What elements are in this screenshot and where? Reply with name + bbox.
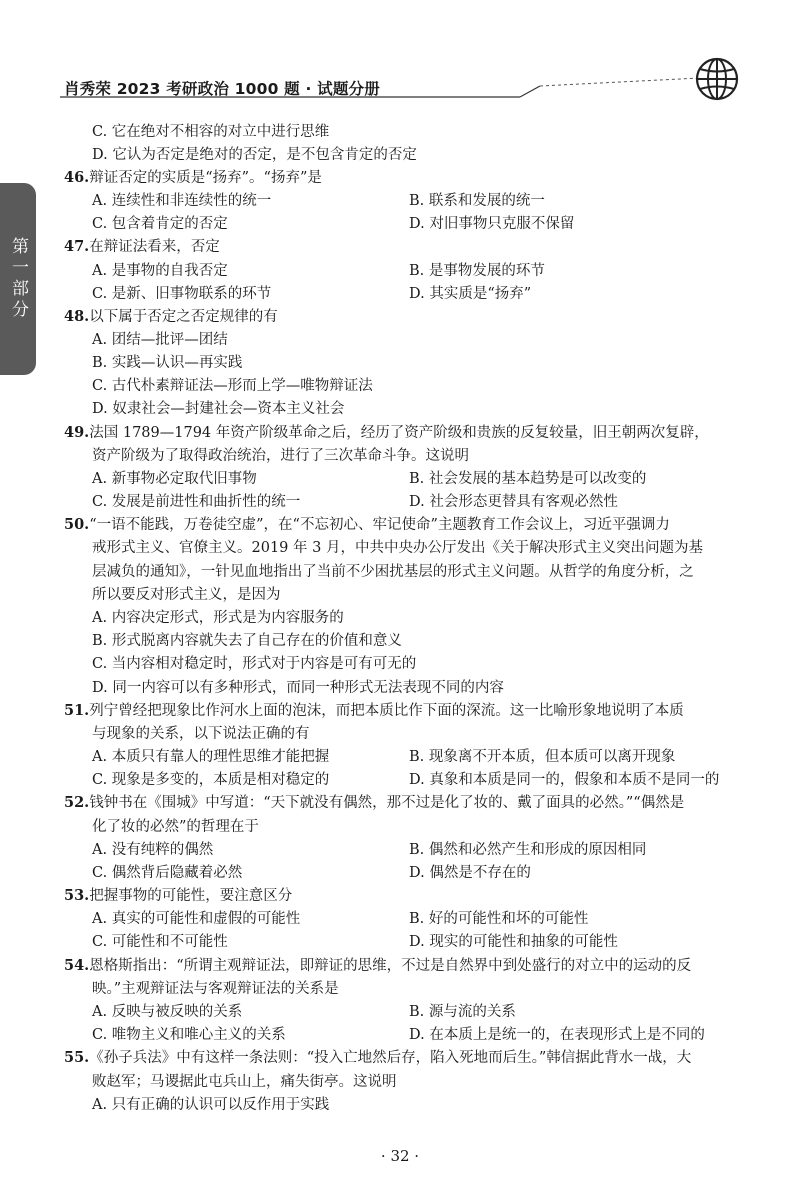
line-text: 层减负的通知》，一针见血地指出了当前不少困扰基层的形式主义问题。从哲学的角度分析，之: [92, 564, 694, 580]
line-text: B. 联系和发展的统一: [409, 193, 545, 209]
line-text: C. 包含着肯定的否定: [92, 216, 228, 232]
text-line: [92, 723, 310, 745]
text-line: [409, 931, 618, 953]
question-stem: [64, 306, 278, 328]
question-stem: [64, 955, 691, 977]
question-number: 55.: [64, 1049, 90, 1066]
line-text: 《孙子兵法》中有这样一条法则：“投入亡地然后存，陷入死地而后生。”韩信据此背水一战，大: [89, 1050, 692, 1066]
line-text: B. 社会发展的基本趋势是可以改变的: [409, 471, 647, 487]
line-text: 与现象的关系，以下说法正确的有: [92, 726, 310, 742]
page-header-title: 肖秀荣 2023 考研政治 1000 题 · 试题分册: [64, 80, 380, 98]
line-text: A. 内容决定形式，形式是为内容服务的: [92, 610, 344, 626]
line-text: D. 奴隶社会—封建社会—资本主义社会: [92, 401, 345, 417]
question-stem: [64, 236, 220, 258]
line-text: C. 唯物主义和唯心主义的关系: [92, 1027, 286, 1043]
line-text: C. 是新、旧事物联系的环节: [92, 286, 272, 302]
question-stem: [64, 1047, 691, 1069]
text-line: [409, 283, 531, 305]
line-text: 恩格斯指出：“所谓主观辩证法，即辩证的思维，不过是自然界中到处盛行的对立中的运动的反: [89, 958, 692, 974]
line-text: 钱钟书在《围城》中写道：“天下就没有偶然，那不过是化了妆的、戴了面具的必然。”“偶然是: [89, 795, 685, 811]
text-line: [409, 190, 545, 212]
text-line: [92, 1094, 329, 1116]
text-line: [92, 630, 402, 652]
text-line: [92, 352, 242, 374]
text-line: [92, 260, 228, 282]
text-line: [92, 862, 242, 884]
line-text: C. 它在绝对不相容的对立中进行思维: [92, 124, 330, 140]
text-line: [409, 1001, 516, 1023]
line-text: C. 发展是前进性和曲折性的统一: [92, 494, 301, 510]
line-text: B. 实践—认识—再实践: [92, 355, 243, 371]
line-text: A. 只有正确的认识可以反作用于实践: [92, 1097, 330, 1113]
line-text: A. 新事物必定取代旧事物: [92, 471, 257, 487]
line-text: A. 本质只有靠人的理性思维才能把握: [92, 749, 330, 765]
text-line: [92, 816, 259, 838]
text-line: [92, 653, 416, 675]
text-line: [92, 978, 339, 1000]
line-text: A. 没有纯粹的偶然: [92, 842, 214, 858]
text-line: [92, 561, 694, 583]
text-line: [409, 1024, 705, 1046]
line-text: C. 现象是多变的，本质是相对稳定的: [92, 772, 330, 788]
line-text: B. 源与流的关系: [409, 1004, 516, 1020]
line-text: D. 它认为否定是绝对的否定，是不包含肯定的否定: [92, 147, 417, 163]
line-text: B. 偶然和必然产生和形成的原因相同: [409, 842, 647, 858]
line-text: B. 形式脱离内容就失去了自己存在的价值和意义: [92, 633, 402, 649]
question-number: 53.: [64, 887, 90, 904]
question-stem: [64, 700, 684, 722]
text-line: [92, 931, 228, 953]
question-number: 48.: [64, 308, 90, 325]
line-text: A. 团结—批评—团结: [92, 332, 228, 348]
line-text: A. 真实的可能性和虚假的可能性: [92, 911, 301, 927]
line-text: A. 是事物的自我否定: [92, 263, 228, 279]
line-text: 资产阶级为了取得政治统治，进行了三次革命斗争。这说明: [92, 448, 469, 464]
question-number: 47.: [64, 238, 90, 255]
question-number: 46.: [64, 169, 90, 186]
text-line: [92, 491, 300, 513]
line-text: D. 其实质是“扬弃”: [409, 286, 532, 302]
text-line: [92, 190, 271, 212]
line-text: 映。”主观辩证法与客观辩证法的关系是: [92, 981, 339, 997]
question-number: 50.: [64, 516, 90, 533]
page-number: · 32 ·: [380, 1147, 420, 1165]
line-text: 法国 1789—1794 年资产阶级革命之后，经历了资产阶级和贵族的反复较量，旧王朝两次复辟，: [89, 425, 709, 441]
text-line: [92, 746, 329, 768]
text-line: [92, 121, 329, 143]
text-line: [92, 213, 228, 235]
text-line: [92, 1071, 397, 1093]
text-line: [92, 839, 213, 861]
line-text: D. 在本质上是统一的，在表现形式上是不同的: [409, 1027, 705, 1043]
line-text: D. 同一内容可以有多种形式，而同一种形式无法表现不同的内容: [92, 680, 504, 696]
line-text: D. 现实的可能性和抽象的可能性: [409, 934, 618, 950]
line-text: 化了妆的必然”的哲理在于: [92, 819, 259, 835]
question-stem: [64, 885, 292, 907]
line-text: 辩证否定的实质是“扬弃”。“扬弃”是: [89, 170, 322, 186]
text-line: [409, 491, 618, 513]
line-text: D. 偶然是不存在的: [409, 865, 531, 881]
text-line: [409, 839, 646, 861]
question-stem: [64, 422, 709, 444]
text-line: [92, 1024, 286, 1046]
line-text: 列宁曾经把现象比作河水上面的泡沫，而把本质比作下面的深流。这一比喻形象地说明了本质: [89, 703, 684, 719]
line-text: 以下属于否定之否定规律的有: [89, 309, 278, 325]
question-number: 49.: [64, 424, 90, 441]
text-line: [92, 283, 271, 305]
line-text: D. 社会形态更替具有客观必然性: [409, 494, 618, 510]
line-text: 所以要反对形式主义，是因为: [92, 587, 281, 603]
text-line: [92, 468, 257, 490]
text-line: [92, 144, 417, 166]
line-text: C. 古代朴素辩证法—形而上学—唯物辩证法: [92, 378, 373, 394]
text-line: [409, 862, 531, 884]
question-stem: [64, 792, 684, 814]
line-text: C. 偶然背后隐藏着必然: [92, 865, 243, 881]
question-stem: [64, 514, 670, 536]
text-line: [409, 769, 719, 791]
line-text: B. 现象离不开本质，但本质可以离开现象: [409, 749, 676, 765]
text-line: [92, 769, 329, 791]
line-text: D. 真象和本质是同一的，假象和本质不是同一的: [409, 772, 720, 788]
text-line: [409, 908, 588, 930]
text-line: [92, 584, 281, 606]
text-line: [92, 677, 504, 699]
text-line: [409, 260, 545, 282]
text-line: [92, 445, 469, 467]
line-text: B. 是事物发展的环节: [409, 263, 545, 279]
line-text: B. 好的可能性和坏的可能性: [409, 911, 589, 927]
line-text: 把握事物的可能性，要注意区分: [89, 888, 293, 904]
text-line: [409, 213, 574, 235]
text-line: [92, 375, 373, 397]
text-line: [92, 537, 703, 559]
question-number: 51.: [64, 702, 90, 719]
text-line: [92, 908, 300, 930]
text-line: [409, 468, 646, 490]
line-text: C. 可能性和不可能性: [92, 934, 228, 950]
line-text: 在辩证法看来，否定: [89, 239, 220, 255]
text-line: [409, 746, 675, 768]
text-line: [92, 398, 344, 420]
question-number: 54.: [64, 957, 90, 974]
globe-icon: [694, 56, 740, 102]
line-text: A. 反映与被反映的关系: [92, 1004, 243, 1020]
line-text: “一语不能践，万卷徒空虚”，在“不忘初心、牢记使命”主题教育工作会议上，习近平强调力: [89, 517, 670, 533]
question-number: 52.: [64, 794, 90, 811]
text-line: [92, 329, 228, 351]
section-side-tab: 第一部分: [0, 183, 36, 375]
line-text: D. 对旧事物只克服不保留: [409, 216, 575, 232]
line-text: 戒形式主义、官僚主义。2019 年 3 月，中共中央办公厅发出《关于解决形式主义突出问题为基: [92, 540, 703, 556]
text-line: [92, 1001, 242, 1023]
text-line: [92, 607, 344, 629]
line-text: A. 连续性和非连续性的统一: [92, 193, 272, 209]
line-text: 败赵军；马谡据此屯兵山上，痛失街亭。这说明: [92, 1074, 397, 1090]
question-stem: [64, 167, 322, 189]
line-text: C. 当内容相对稳定时，形式对于内容是可有可无的: [92, 656, 417, 672]
